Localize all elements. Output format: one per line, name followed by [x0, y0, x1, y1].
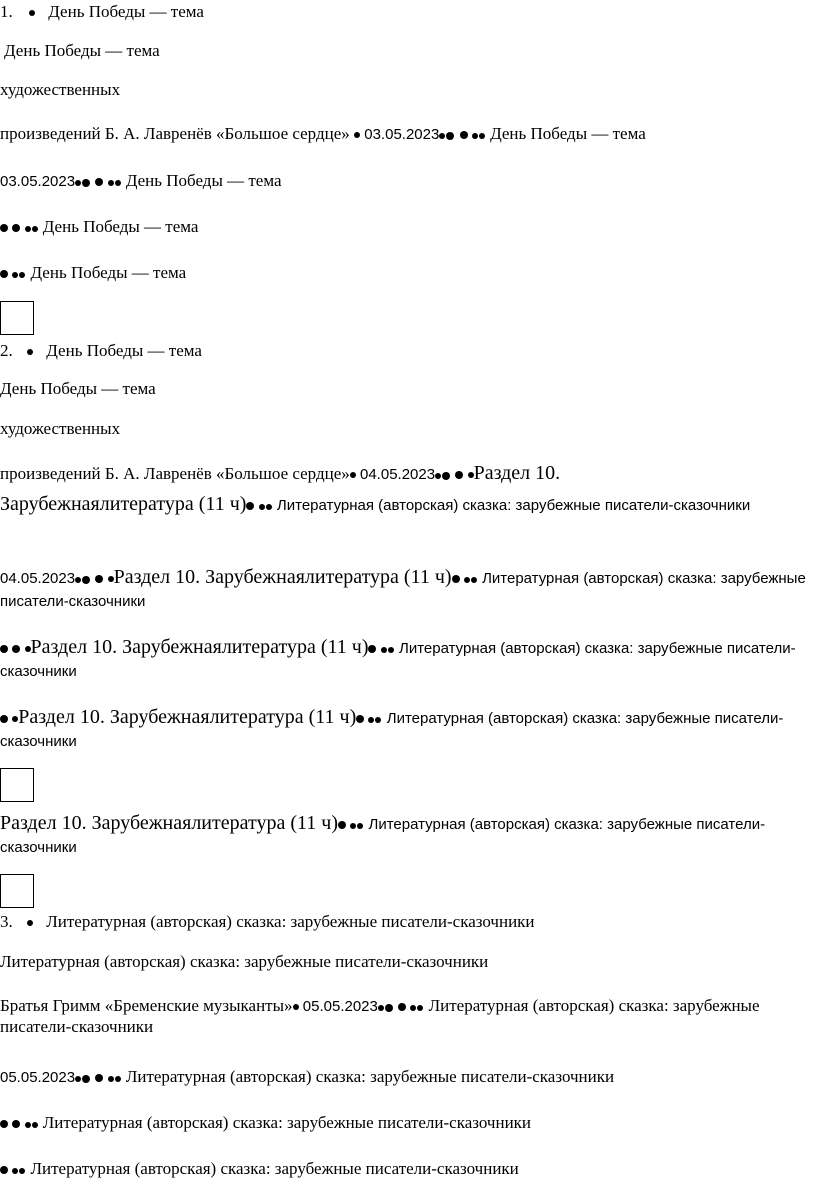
- topic-text: 05.05.2023 Литературная (авторская) сказка: зарубежные писатели-сказочники: [0, 1067, 614, 1088]
- bullet-icon: [12, 224, 20, 232]
- topic-text: 03.05.2023 День Победы — тема: [0, 171, 282, 192]
- bullet-icon: [452, 575, 460, 583]
- bullet-icon: [12, 1120, 20, 1128]
- topic-text: художественных: [0, 80, 121, 99]
- topic-text: День Победы — тема: [0, 263, 186, 284]
- bullet-icon: [259, 495, 273, 517]
- bullet-icon: [0, 715, 8, 723]
- bullet-icon: [455, 471, 463, 479]
- bullet-icon: [354, 132, 360, 138]
- item-number: 1.: [0, 2, 13, 21]
- table-cell-box: [0, 768, 34, 802]
- bullet-icon: [29, 10, 35, 16]
- section-line: Зарубежнаялитература (11 ч) Литературная (авторская) сказка: зарубежные писатели-сказочники: [0, 493, 816, 517]
- bullet-icon: [368, 708, 382, 730]
- table-cell-box: [0, 874, 34, 908]
- topic-text: Литературная (авторская) сказка: зарубежные писатели-сказочники: [0, 1159, 519, 1180]
- bullet-icon: [435, 465, 451, 485]
- bullet-icon: [27, 349, 33, 355]
- bullet-icon: [464, 568, 478, 590]
- topic-text: Литературная (авторская) сказка: зарубежные писатели-сказочники: [0, 952, 489, 971]
- topic-text: День Победы — тема: [0, 379, 156, 398]
- date-text: 03.05.2023: [0, 173, 76, 190]
- section-line: 04.05.2023 Раздел 10. Зарубежнаялитература (11 ч) Литературная (авторская) сказка: зарубежные писатели-сказочники: [0, 566, 806, 611]
- bullet-icon: [27, 920, 33, 926]
- bullet-icon: [0, 1166, 8, 1174]
- bullet-icon: [350, 814, 364, 836]
- date-text: 05.05.2023: [302, 998, 378, 1015]
- bullet-icon: [12, 1160, 26, 1180]
- section-line: Раздел 10. Зарубежнаялитература (11 ч) Литературная (авторская) сказка: зарубежные писатели-сказочники: [0, 812, 766, 857]
- item-number: 3.: [0, 912, 13, 931]
- topic-text: Братья Гримм «Бременские музыканты» 05.05.2023 Литературная (авторская) сказка: зарубежные писатели-сказочники: [0, 996, 760, 1037]
- bullet-icon: [108, 172, 122, 192]
- bullet-icon: [75, 172, 91, 192]
- bullet-icon: [410, 997, 424, 1017]
- topic-text: Литературная (авторская) сказка: зарубежные писатели-сказочники: [0, 1113, 531, 1134]
- item-number: 2.: [0, 341, 13, 360]
- bullet-icon: [246, 502, 254, 510]
- section-line: Раздел 10. Зарубежнаялитература (11 ч) Литературная (авторская) сказка: зарубежные писатели-сказочники: [0, 636, 796, 681]
- date-text: 05.05.2023: [0, 1069, 76, 1086]
- topic-text: произведений Б. А. Лавренёв «Большое сердце» 03.05.2023 День Победы — тема: [0, 124, 646, 145]
- bullet-icon: [0, 270, 8, 278]
- bullet-icon: [338, 821, 346, 829]
- bullet-icon: [25, 218, 39, 238]
- item-3-heading: [0, 912, 535, 932]
- bullet-icon: [75, 1068, 91, 1088]
- bullet-icon: [350, 472, 356, 478]
- topic-text: День Победы — тема: [46, 341, 202, 360]
- bullet-icon: [95, 1074, 103, 1082]
- bullet-icon: [0, 224, 8, 232]
- bullet-icon: [12, 264, 26, 284]
- bullet-icon: [25, 1114, 39, 1134]
- bullet-icon: [0, 1120, 8, 1128]
- table-cell-box: [0, 301, 34, 335]
- section-line: Раздел 10. Зарубежнаялитература (11 ч) Литературная (авторская) сказка: зарубежные писатели-сказочники: [0, 706, 784, 751]
- bullet-icon: [108, 1068, 122, 1088]
- bullet-icon: [381, 638, 395, 660]
- bullet-icon: [398, 1003, 406, 1011]
- topic-text: День Победы — тема: [4, 41, 160, 60]
- bullet-icon: [95, 575, 103, 583]
- topic-text: произведений Б. А. Лавренёв «Большое сердце» 04.05.2023 Раздел 10.: [0, 462, 561, 484]
- item-2-heading: [0, 341, 202, 361]
- topic-text: художественных: [0, 419, 121, 438]
- bullet-icon: [0, 645, 8, 653]
- bullet-icon: [439, 125, 455, 145]
- date-text: 04.05.2023: [360, 466, 436, 483]
- date-text: 03.05.2023: [364, 126, 440, 143]
- bullet-icon: [95, 178, 103, 186]
- topic-text: Литературная (авторская) сказка: зарубежные писатели-сказочники: [46, 912, 535, 931]
- bullet-icon: [368, 645, 376, 653]
- bullet-icon: [293, 1004, 299, 1010]
- bullet-icon: [12, 645, 20, 653]
- item-1-heading: [0, 2, 204, 22]
- bullet-icon: [356, 715, 364, 723]
- bullet-icon: [75, 568, 91, 590]
- topic-text: День Победы — тема: [0, 217, 198, 238]
- bullet-icon: [460, 131, 468, 139]
- topic-text: День Победы — тема: [48, 2, 204, 21]
- bullet-icon: [472, 125, 486, 145]
- bullet-icon: [378, 997, 394, 1017]
- date-text: 04.05.2023: [0, 570, 76, 587]
